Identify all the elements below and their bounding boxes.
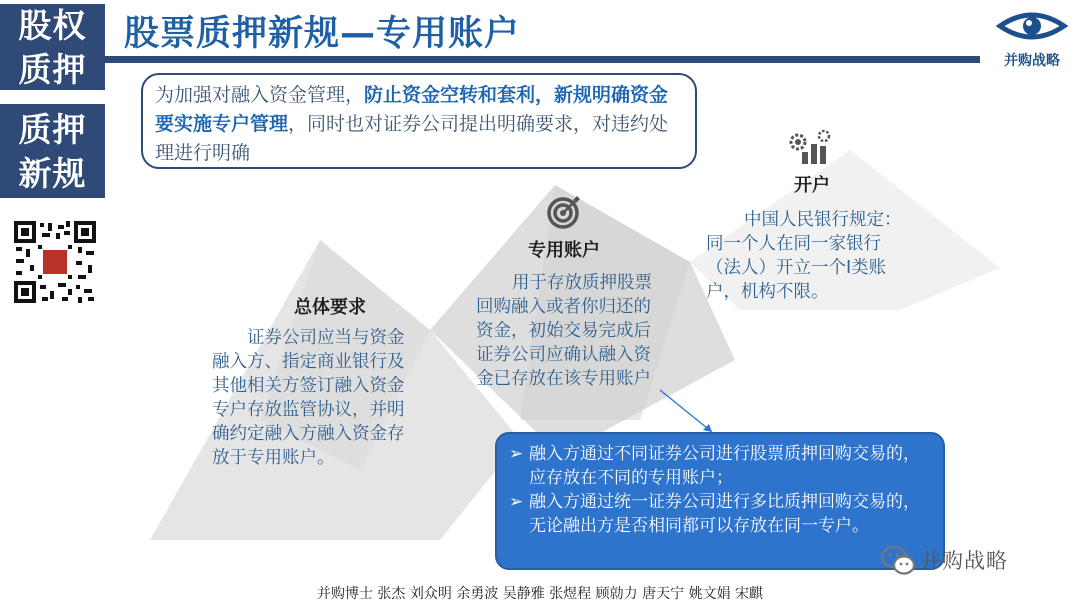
intro-text-2: ，同时也对证券公司提出明确要求，对违约处理进行明确 [155,113,669,164]
qr-code [12,219,98,305]
dedicated-title: 专用账户 [528,240,600,261]
side-tab-new-rules[interactable] [0,104,105,198]
footer-authors: 并购博士 张杰 刘众明 余勇波 吴静雅 张煜程 顾勍力 唐天宁 姚文娟 宋麒 [316,586,764,602]
qr-code-image [12,219,98,305]
side-tab-line1: 质押 [18,110,87,149]
note-item [509,442,933,490]
note-text: 融入方通过不同证券公司进行股票质押回购交易的，应存放在不同的专用账户； [529,444,920,488]
intro-bold-text: 防止资金空转和套利，新规明确资金要实施专户管理 [155,84,669,135]
open-account-title: 开户 [794,175,830,196]
connector-arrow [660,390,712,432]
eye-icon [992,6,1072,50]
intro-text-1: 为加强对融入资金管理， [155,84,365,106]
dedicated-body: 用于存放质押股票回购融入或者你归还的资金，初始交易完成后证券公司应确认融入资金已存放在该专用账户 [476,273,652,389]
wechat-icon [880,543,916,579]
watermark-text: 并购战略 [920,549,1008,573]
note-item [509,490,933,538]
page-title: 股票质押新规—专用账户 [124,14,521,54]
side-tab-line2: 新规 [18,154,87,193]
intro-box [141,73,697,169]
arrow-bullet-icon: ➢ [509,444,524,464]
notes-box [495,432,945,570]
target-icon [546,194,582,234]
side-tab-equity-pledge[interactable] [0,4,105,90]
overall-title: 总体要求 [294,297,366,318]
brand-logo [992,6,1072,72]
side-tab-line1: 股权 [18,6,87,45]
open-account-body: 中国人民银行规定：同一个人在同一家银行（法人）开立一个I类账户，机构不限。 [706,210,902,302]
arrow-bullet-icon: ➢ [509,492,524,512]
side-tab-line2: 质押 [18,50,87,89]
logo-text: 并购战略 [1004,53,1060,69]
title-underline [105,56,980,63]
gear-chart-icon [788,128,832,170]
overall-body: 证券公司应当与资金融入方、指定商业银行及其他相关方签订融入资金专户存放监管协议，并明确约定融入方融入资金存放于专用账户。 [212,328,405,468]
note-text: 融入方通过统一证券公司进行多比质押回购交易的，无论融出方是否相同都可以存放在同一专户。 [529,492,920,536]
